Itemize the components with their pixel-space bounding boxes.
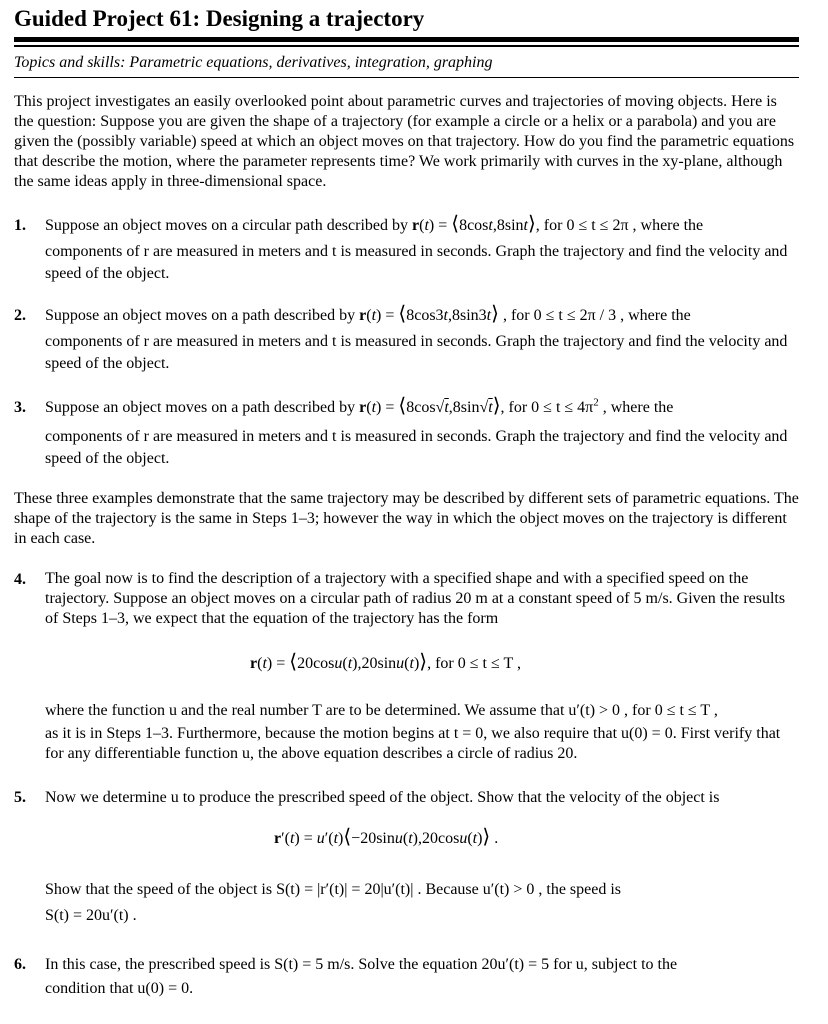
step-4-after-line-1: where the function u and the real number T are to be determined. We assume that u′(t) > 0 , for 0 ≤ t ≤ T , — [45, 702, 718, 719]
step-2-line-1: Suppose an object moves on a path described by r(t) = ⟨8cos3t,8sin3t⟩ , for 0 ≤ t ≤ 2π / 3 , where the — [45, 303, 691, 325]
step-body — [45, 569, 799, 629]
step-number: 4. — [14, 571, 26, 588]
step-number: 5. — [14, 789, 26, 806]
step-5-text: Now we determine u to produce the prescribed speed of the object. Show that the velocity of the object is — [45, 789, 720, 806]
step-number: 6. — [14, 956, 26, 973]
step-2-rest: components of r are measured in meters and t is measured in seconds. Graph the trajectory and find the velocity and speed of the object. — [45, 333, 788, 372]
step-body — [45, 787, 799, 809]
topics-line: Topics and skills: Parametric equations, derivatives, integration, graphing — [14, 54, 493, 71]
step-5-after-line-1: Show that the speed of the object is S(t) = |r′(t)| = 20|u′(t)| . Because u′(t) > 0 , the speed is — [45, 881, 622, 898]
trajectory-equation: r(t) = ⟨20cosu(t),20sinu(t)⟩, for 0 ≤ t ≤ T , — [250, 651, 521, 673]
step-5-after-line-2: S(t) = 20u′(t) . — [45, 907, 137, 924]
topics-rule — [14, 77, 799, 78]
step-3-rest: components of r are measured in meters and t is measured in seconds. Graph the trajectory and find the velocity and speed of the object. — [45, 428, 788, 467]
step-1-rest: components of r are measured in meters and t is measured in seconds. Graph the trajectory and find the velocity and speed of the object. — [45, 243, 788, 282]
step-4-after-rest: as it is in Steps 1–3. Furthermore, because the motion begins at t = 0, we also require that u(0) = 0. First verify that for any differentiable function u, the above equation describes a circle of radius 20. — [45, 725, 781, 762]
step-3-line-1: Suppose an object moves on a path described by r(t) = ⟨8cos√t,8sin√t⟩, for $0 \le t \le 4\pi^2$ , where the — [45, 395, 674, 417]
step-number: 3. — [14, 399, 26, 416]
middle-paragraph: These three examples demonstrate that the same trajectory may be described by different sets of parametric equations. The shape of the trajectory is the same in Steps 1–3; however the way in which the object moves on the trajectory is different in each case. — [14, 490, 799, 547]
step-6-line-1: In this case, the prescribed speed is S(t) = 5 m/s. Solve the equation 20u′(t) = 5 for u, subject to the — [45, 956, 678, 973]
step-body — [45, 954, 799, 1000]
title-rule-thick — [14, 37, 799, 42]
step-number: 2. — [14, 307, 26, 324]
page-title: Guided Project 61: Designing a trajectory — [14, 6, 425, 31]
intro-paragraph: This project investigates an easily overlooked point about parametric curves and trajectories of moving objects. Here is the question: Suppose you are given the shape of a trajectory (for example a circle or a helix or a parabola) and you are given the (possibly variable) speed at which an object moves on that trajectory. How do you find the parametric equations that describe the motion, where the parameter represents time? We work primarily with curves in the xy-plane, although the same ideas apply in three-dimensional space. — [14, 93, 795, 190]
step-6-line-2: condition that u(0) = 0. — [45, 980, 194, 997]
step-body — [45, 305, 799, 375]
step-4-text: The goal now is to find the description of a trajectory with a specified shape and with a specified speed on the trajectory. Suppose an object moves on a circular path of radius 20 m at a constant speed of 5 m/s. Given the results of Steps 1–3, we expect that the equation of the trajectory has the form — [45, 570, 786, 627]
step-1-line-1: Suppose an object moves on a circular path described by r(t) = ⟨8cost,8sint⟩, for 0 ≤ t ≤ 2π , where the — [45, 213, 704, 235]
step-number: 1. — [14, 217, 26, 234]
step-body — [45, 397, 799, 470]
step-body — [45, 215, 799, 285]
title-rule-thin — [14, 45, 799, 47]
velocity-equation: r′(t) = u′(t)⟨−20sinu(t),20cosu(t)⟩ . — [274, 826, 499, 848]
